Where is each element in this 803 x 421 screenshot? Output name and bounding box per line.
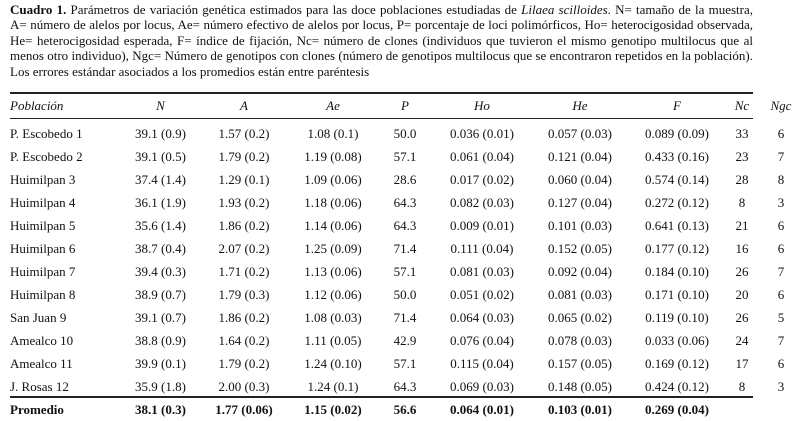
column-header: F	[673, 98, 681, 113]
population-cell: J. Rosas 12	[10, 378, 69, 394]
table-cell: 0.065 (0.02)	[548, 309, 612, 325]
average-cell: 0.269 (0.04)	[645, 401, 709, 417]
table-cell: 8	[738, 194, 746, 210]
table-cell: 64.3	[393, 378, 417, 394]
table-cell: 7	[777, 332, 785, 348]
column-header: Ngc	[770, 98, 792, 113]
caption-species: Lilaea scilloides	[521, 2, 608, 17]
table-cell: 37.4 (1.4)	[135, 171, 186, 187]
column-header: He	[572, 98, 588, 113]
table-cell: 0.119 (0.10)	[645, 309, 709, 325]
table-cell: 0.092 (0.04)	[548, 263, 612, 279]
table-cell: 42.9	[393, 332, 417, 348]
table-cell: 0.184 (0.10)	[645, 263, 709, 279]
table-cell: 1.86 (0.2)	[218, 217, 270, 233]
average-cell: 56.6	[393, 401, 417, 417]
table-cell: 35.6 (1.4)	[135, 217, 186, 233]
column-header: Población	[10, 98, 64, 113]
column-header: N	[156, 98, 165, 113]
table-cell: 57.1	[393, 355, 417, 371]
column-header: Ae	[326, 98, 340, 113]
table-cell: 38.9 (0.7)	[135, 286, 186, 302]
table-cell: 0.111 (0.04)	[450, 240, 514, 256]
table-cell: 33	[735, 125, 749, 141]
table-cell: 36.1 (1.9)	[135, 194, 186, 210]
table-cell: 0.115 (0.04)	[450, 355, 514, 371]
table-cell: 1.09 (0.06)	[304, 171, 362, 187]
table-cell: 7	[777, 148, 785, 164]
table-cell: 0.061 (0.04)	[450, 148, 514, 164]
table-cell: 0.424 (0.12)	[645, 378, 709, 394]
population-cell: Huimilpan 3	[10, 171, 76, 187]
table-cell: 0.060 (0.04)	[548, 171, 612, 187]
population-cell: P. Escobedo 1	[10, 125, 83, 141]
table-cell: 64.3	[393, 217, 417, 233]
table-cell: 0.171 (0.10)	[645, 286, 709, 302]
table-cell: 0.574 (0.14)	[645, 171, 709, 187]
table-caption	[10, 2, 753, 79]
table-body	[10, 117, 803, 421]
population-cell: Amealco 10	[10, 332, 74, 348]
table-cell: 0.157 (0.05)	[548, 355, 612, 371]
table-cell: 0.076 (0.04)	[450, 332, 514, 348]
population-cell: Huimilpan 6	[10, 240, 76, 256]
average-row	[10, 398, 803, 421]
table-cell: 6	[777, 286, 785, 302]
table-row	[10, 214, 803, 237]
table-cell: 17	[735, 355, 749, 371]
table-cell: 39.1 (0.7)	[135, 309, 186, 325]
table-cell: 26	[735, 263, 749, 279]
table-cell: 20	[735, 286, 749, 302]
table-cell: 64.3	[393, 194, 417, 210]
caption-label: Cuadro 1.	[10, 2, 67, 17]
table-cell: 6	[777, 125, 785, 141]
table-cell: 24	[735, 332, 749, 348]
table-cell: 1.29 (0.1)	[218, 171, 270, 187]
table-cell: 1.86 (0.2)	[218, 309, 270, 325]
population-cell: Huimilpan 4	[10, 194, 76, 210]
table-row	[10, 237, 803, 260]
table-cell: 2.00 (0.3)	[218, 378, 270, 394]
table-cell: 0.177 (0.12)	[645, 240, 709, 256]
population-cell: P. Escobedo 2	[10, 148, 83, 164]
table-cell: 0.272 (0.12)	[645, 194, 709, 210]
table-cell: 0.033 (0.06)	[645, 332, 709, 348]
table-row	[10, 260, 803, 283]
table-cell: 50.0	[393, 125, 417, 141]
table-row	[10, 283, 803, 306]
table-cell: 0.069 (0.03)	[450, 378, 514, 394]
average-cell: 0.103 (0.01)	[548, 401, 612, 417]
table-cell: 50.0	[393, 286, 417, 302]
table-cell: 21	[735, 217, 749, 233]
table-cell: 1.64 (0.2)	[218, 332, 270, 348]
table-cell: 1.08 (0.03)	[304, 309, 362, 325]
table-row	[10, 145, 803, 168]
table-cell: 1.12 (0.06)	[304, 286, 362, 302]
population-cell: San Juan 9	[10, 309, 67, 325]
table-row	[10, 191, 803, 214]
table-row	[10, 352, 803, 375]
column-header: P	[401, 98, 409, 113]
table-row	[10, 122, 803, 145]
table-cell: 1.19 (0.08)	[304, 148, 362, 164]
table-cell: 3	[777, 194, 785, 210]
table-cell: 26	[735, 309, 749, 325]
caption-text-part1: Parámetros de variación genética estimados para las doce poblaciones estudiadas de	[66, 2, 522, 17]
population-cell: Huimilpan 7	[10, 263, 76, 279]
table-cell: 0.064 (0.03)	[450, 309, 514, 325]
population-cell: Amealco 11	[10, 355, 73, 371]
table-cell: 3	[777, 378, 785, 394]
table-cell: 0.078 (0.03)	[548, 332, 612, 348]
table-row	[10, 375, 803, 398]
table-cell: 28	[735, 171, 749, 187]
average-cell: 38.1 (0.3)	[135, 401, 186, 417]
population-cell: Huimilpan 8	[10, 286, 76, 302]
table-cell: 0.036 (0.01)	[450, 125, 514, 141]
table-cell: 0.148 (0.05)	[548, 378, 612, 394]
table-cell: 1.24 (0.10)	[304, 355, 362, 371]
average-cell: 0.064 (0.01)	[450, 401, 514, 417]
table-cell: 0.101 (0.03)	[548, 217, 612, 233]
table-cell: 1.79 (0.3)	[218, 286, 270, 302]
table-cell: 0.169 (0.12)	[645, 355, 709, 371]
table-cell: 0.017 (0.02)	[450, 171, 514, 187]
table-cell: 0.641 (0.13)	[645, 217, 709, 233]
table-cell: 35.9 (1.8)	[135, 378, 186, 394]
table-cell: 39.1 (0.5)	[135, 148, 186, 164]
table-row	[10, 329, 803, 352]
table-cell: 1.71 (0.2)	[218, 263, 270, 279]
caption-text-part2: . N= tamaño de la muestra, A= número de alelos por locus, Ae= número efectivo de alelos por locus, P= porcentaje de loci polimórficos, Ho= heterocigosidad observada, He= heterocigosidad esperada, F= índice de fijación, Nc= número de clones (individuos que tuvieron el mismo genotipo multilocus que al menos otro individuo), Ngc= Número de genotipos con clones (número de genotipos multilocus que se encontraron repetidos en la población). Los errores estándar asociados a los promedios están entre paréntesis	[10, 2, 753, 79]
table-cell: 39.4 (0.3)	[135, 263, 186, 279]
table-cell: 0.057 (0.03)	[548, 125, 612, 141]
table-cell: 1.18 (0.06)	[304, 194, 362, 210]
table-cell: 28.6	[393, 171, 417, 187]
table-cell: 1.08 (0.1)	[307, 125, 359, 141]
table-cell: 0.089 (0.09)	[645, 125, 709, 141]
table-cell: 6	[777, 355, 785, 371]
table-row	[10, 168, 803, 191]
table-cell: 1.25 (0.09)	[304, 240, 362, 256]
average-cell	[759, 398, 803, 421]
header-row	[10, 95, 803, 117]
table-cell: 6	[777, 240, 785, 256]
table-cell: 57.1	[393, 148, 417, 164]
average-cell: 1.77 (0.06)	[215, 401, 273, 417]
table-cell: 0.152 (0.05)	[548, 240, 612, 256]
table-cell: 0.009 (0.01)	[450, 217, 514, 233]
table-cell: 0.433 (0.16)	[645, 148, 709, 164]
table-cell: 1.13 (0.06)	[304, 263, 362, 279]
average-cell: 1.15 (0.02)	[304, 401, 362, 417]
average-cell	[725, 398, 759, 421]
table-cell: 0.127 (0.04)	[548, 194, 612, 210]
table-cell: 2.07 (0.2)	[218, 240, 270, 256]
table-row	[10, 306, 803, 329]
table-cell: 39.9 (0.1)	[135, 355, 186, 371]
table-cell: 5	[777, 309, 785, 325]
table-cell: 38.7 (0.4)	[135, 240, 186, 256]
table-cell: 1.11 (0.05)	[304, 332, 362, 348]
column-header: Ho	[474, 98, 490, 113]
table-cell: 57.1	[393, 263, 417, 279]
table-cell: 1.93 (0.2)	[218, 194, 270, 210]
table-cell: 1.14 (0.06)	[304, 217, 362, 233]
table-cell: 0.081 (0.03)	[548, 286, 612, 302]
table-cell: 16	[735, 240, 749, 256]
table-cell: 8	[777, 171, 785, 187]
table-cell: 38.8 (0.9)	[135, 332, 186, 348]
table-cell: 23	[735, 148, 749, 164]
table-cell: 6	[777, 217, 785, 233]
table-cell: 71.4	[393, 309, 417, 325]
average-label: Promedio	[10, 401, 64, 417]
population-cell: Huimilpan 5	[10, 217, 76, 233]
table-cell: 7	[777, 263, 785, 279]
column-header: A	[240, 98, 248, 113]
table-cell: 1.79 (0.2)	[218, 355, 270, 371]
table-cell: 8	[738, 378, 746, 394]
top-rule	[10, 92, 753, 94]
table-cell: 0.082 (0.03)	[450, 194, 514, 210]
table-cell: 1.57 (0.2)	[218, 125, 270, 141]
table-cell: 71.4	[393, 240, 417, 256]
column-header: Nc	[734, 98, 750, 113]
table-cell: 39.1 (0.9)	[135, 125, 186, 141]
table-cell: 0.121 (0.04)	[548, 148, 612, 164]
table-cell: 0.051 (0.02)	[450, 286, 514, 302]
table-cell: 1.24 (0.1)	[307, 378, 359, 394]
genetic-variation-table	[10, 95, 803, 421]
table-cell: 1.79 (0.2)	[218, 148, 270, 164]
table-cell: 0.081 (0.03)	[450, 263, 514, 279]
